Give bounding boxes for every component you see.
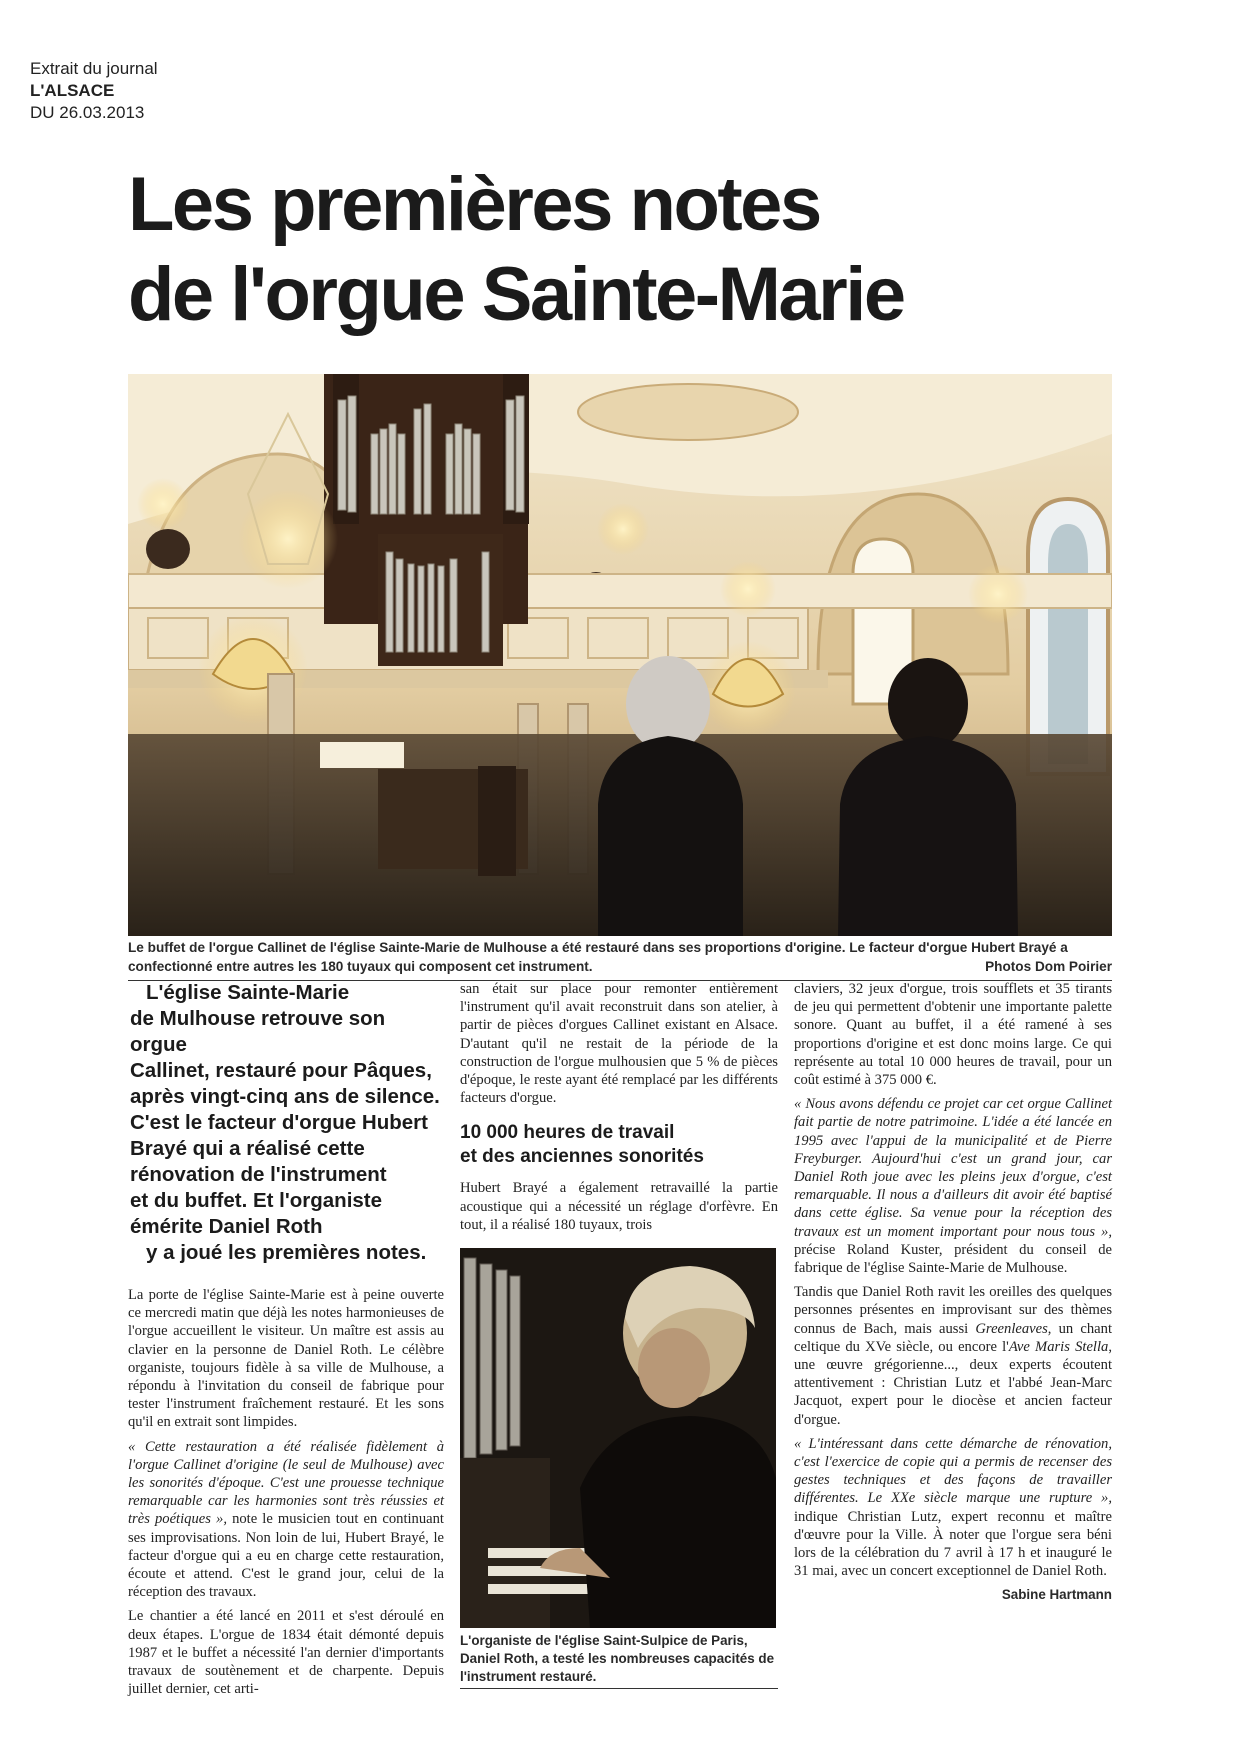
subheading-line: et des anciennes sonorités	[460, 1146, 704, 1168]
paragraph-text: précise Roland Kuster, président du conseil de fabrique de l'église Sainte-Marie de Mulhouse.	[794, 1241, 1112, 1277]
lead-line: émérite Daniel Roth	[130, 1215, 323, 1238]
paragraph-text: note le musicien tout en continuant ses improvisations. Non loin de lui, Hubert Brayé, le facteur d'orgue qui a eu en charge cette restauration, écoute et attend. C'est le grand jour, celui de la réception des travaux.	[128, 1511, 444, 1601]
photo-credit: Photos Dom Poirier	[985, 959, 1112, 974]
article-column-3	[794, 980, 1112, 1602]
main-photo-caption-text: Le buffet de l'orgue Callinet de l'église Sainte-Marie de Mulhouse a été restauré dans ses proportions d'origine. Le facteur d'orgue Hubert Brayé a confectionné entre autres les 180 tuyaux qui composent cet instrument.	[128, 940, 1068, 974]
lead-line: L'église Sainte-Marie	[146, 981, 350, 1004]
lead-line: y a joué les premières notes.	[146, 1241, 427, 1264]
lead-line: de Mulhouse retrouve son orgue	[130, 1007, 386, 1056]
song-title: Greenleaves	[975, 1320, 1048, 1337]
paragraph-text: indique Christian Lutz, expert reconnu et maître d'œuvre pour la Ville. À noter que l'orgue sera béni lors de la célébration du 7 avril à 17 h et inauguré le 31 mai, avec un concert exceptionnel de Daniel Roth.	[794, 1508, 1112, 1580]
paragraph-text: , un chant celtique du XVe siècle, ou encore l'	[794, 1320, 1112, 1355]
quote-text: « L'intéressant dans cette démarche de rénovation, c'est l'exercice de copie qui a permis de recenser des gestes techniques et des façons de travailler différentes. Le XXe siècle marque une rupture »,	[794, 1435, 1112, 1507]
quote-text: « Cette restauration a été réalisée fidèlement à l'orgue Callinet d'origine (le seul de Mulhouse) avec les sonorités d'époque. C'est une prouesse technique remarquable car les harmonies sont très réussies et très poétiques »,	[128, 1438, 444, 1528]
publication-date: DU 26.03.2013	[30, 103, 145, 122]
main-photo-caption	[128, 938, 1112, 981]
article-paragraph: claviers, 32 jeux d'orgue, trois soufflets et 35 tirants de jeu qui permettent d'obtenir une importante palette sonore. Quant au buffet, il a été ramené à ses proportions d'origine et est donc moins large. Ce qui représente au total 10 000 heures de travail, pour un coût estimé à 375 000 €.	[794, 981, 1112, 1089]
organist-photo	[460, 1248, 776, 1628]
author-byline: Sabine Hartmann	[1001, 1586, 1112, 1602]
church-interior-illustration	[128, 374, 1112, 936]
song-title: Ave Maris Stella	[1008, 1338, 1109, 1355]
lead-line: C'est le facteur d'orgue Hubert	[130, 1111, 428, 1134]
headline-line-2: de l'orgue Sainte-Marie	[128, 252, 904, 337]
article-paragraph: La porte de l'église Sainte-Marie est à peine ouverte ce mercredi matin que déjà les notes harmonieuses de l'orgue accueillent le visiteur. Un maître est assis au clavier en la personne de Daniel Roth. Le célèbre organiste, toujours fidèle à sa ville de Mulhouse, a répondu à l'invitation du conseil de fabrique pour tester l'instrument fraîchement restauré. Et les sons qu'il en extrait sont limpides.	[128, 1287, 444, 1431]
article-column-2	[460, 980, 778, 1689]
paragraph-text: Tandis que Daniel Roth ravit les oreilles des quelques personnes présentes en improvisant sur des thèmes connus de Bach, mais aussi	[794, 1284, 1112, 1337]
publication-name: L'ALSACE	[30, 81, 115, 100]
organist-photo-caption: L'organiste de l'église Saint-Sulpice de Paris, Daniel Roth, a testé les nombreuses capacités de l'instrument restauré.	[460, 1632, 778, 1689]
lead-line: Brayé qui a réalisé cette	[130, 1137, 365, 1160]
headline-line-1: Les premières notes	[128, 162, 820, 247]
source-label: Extrait du journal	[30, 59, 158, 78]
article-paragraph	[794, 1095, 1112, 1277]
lead-line: après vingt-cinq ans de silence.	[130, 1085, 440, 1108]
paragraph-text: , une œuvre grégorienne..., deux experts écoutent attentivement : Christian Lutz et l'abbé Jean-Marc Jacquot, expert pour le diocèse et ancien facteur d'orgue.	[794, 1338, 1112, 1428]
article-paragraph	[794, 1435, 1112, 1581]
subheading-line: 10 000 heures de travail	[460, 1122, 675, 1144]
church-interior-photo	[128, 374, 1112, 936]
lead-line: et du buffet. Et l'organiste	[130, 1189, 383, 1212]
source-info	[30, 58, 158, 124]
article-paragraph: Hubert Brayé a également retravaillé la partie acoustique qui a nécessité un réglage d'orfèvre. En tout, il a réalisé 180 tuyaux, trois	[460, 1180, 778, 1233]
article-paragraph: Le chantier a été lancé en 2011 et s'est déroulé en deux étapes. L'orgue de 1834 était démonté depuis 1987 et le buffet a nécessité l'an dernier d'importants travaux de soutènement et de charpente. Depuis juillet dernier, cet arti-	[128, 1608, 444, 1698]
organist-illustration	[460, 1248, 776, 1628]
article-paragraph: san était sur place pour remonter entièrement l'instrument qu'il avait reconstruit dans son atelier, à partir de pièces d'orgues Callinet existant en Alsace. D'autant qu'il ne restait de la période de la construction de l'orgue mulhousien que 5 % de pièces d'époque, le reste ayant été remplacé par les différents facteurs d'orgue.	[460, 981, 778, 1107]
lead-line: Callinet, restauré pour Pâques,	[130, 1059, 432, 1082]
headline	[128, 160, 1128, 340]
article-subheading	[460, 1121, 778, 1169]
article-column-1	[128, 980, 444, 1704]
article-lead	[130, 980, 444, 1266]
quote-text: « Nous avons défendu ce projet car cet orgue Callinet fait partie de notre patrimoine. L'idée a été lancée en 1995 avec l'appui de la municipalité et de Pierre Freyburger. Aujourd'hui c'est un grand jour, car Daniel Roth joue avec les pleins jeux d'orgue, c'est remarquable. Il nous a d'ailleurs dit avoir été baptisé dans cette église. Sa venue pour la réception des travaux est un moment important pour nous tous »,	[794, 1096, 1112, 1240]
article-paragraph	[128, 1438, 444, 1602]
article-paragraph	[794, 1283, 1112, 1429]
lead-line: rénovation de l'instrument	[130, 1163, 387, 1186]
